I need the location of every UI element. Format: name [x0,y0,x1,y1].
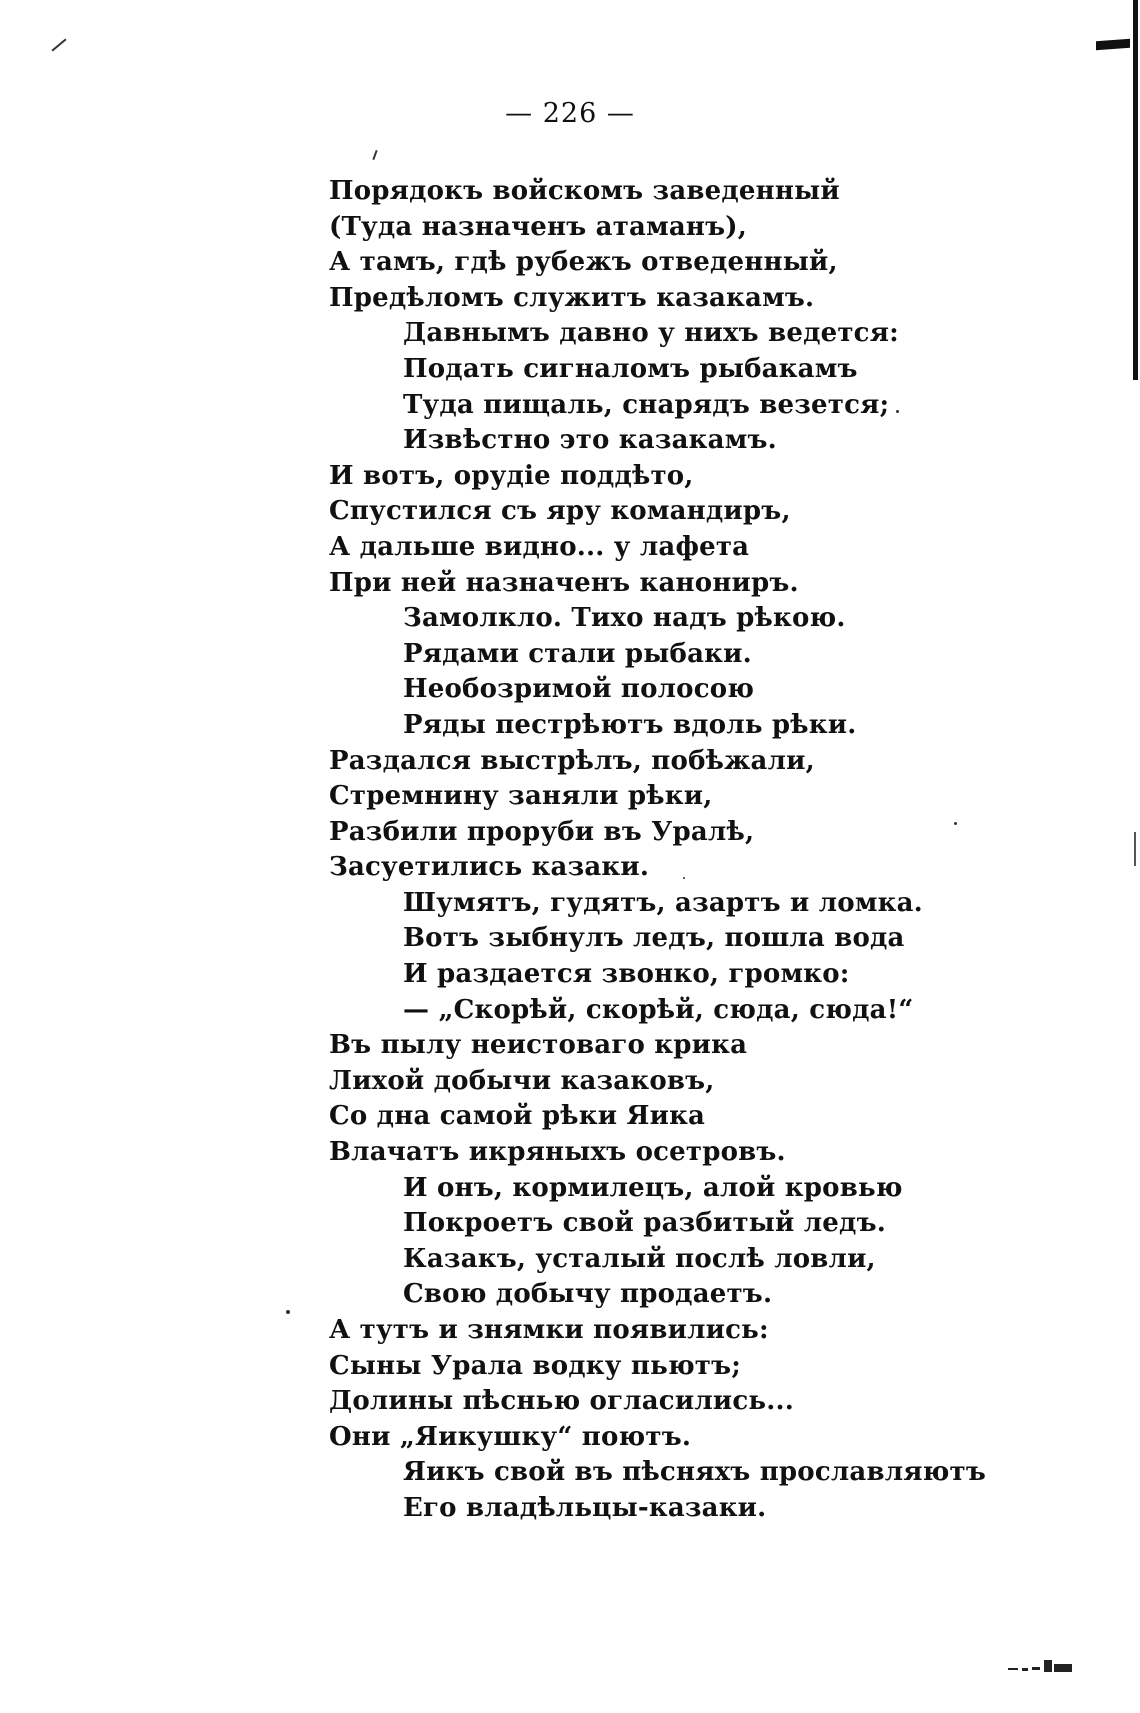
scan-speck [286,1310,290,1314]
poem-line: (Туда назначенъ атаманъ), [329,211,748,242]
scan-speck [372,150,377,160]
poem-line: Со дна самой рѣки Яика [329,1101,706,1132]
page-number: — 226 — [505,98,635,129]
poem-text [329,174,1089,1527]
poem-line: Ряды пестрѣютъ вдоль рѣки. [403,709,857,740]
poem-line: Лихой добычи казаковъ, [329,1065,715,1096]
poem-line: Раздался выстрѣлъ, побѣжали, [329,745,815,776]
poem-line: Его владѣльцы-казаки. [403,1492,767,1523]
poem-line: А тамъ, гдѣ рубежъ отведенный, [329,247,838,278]
poem-line: И раздается звонко, громко: [403,959,850,990]
poem-line: Казакъ, усталый послѣ ловли, [403,1243,876,1274]
poem-line: Разбили проруби въ Уралѣ, [329,816,755,847]
poem-line: Туда пищаль, снарядъ везется; [403,389,890,420]
poem-line: Засуетились казаки. [329,852,650,883]
poem-line: При ней назначенъ канониръ. [329,567,799,598]
poem-line: Долины пѣснью огласились... [329,1386,794,1417]
scan-smudge [1008,1664,1074,1674]
poem-line: А дальше видно... у лафета [329,531,750,562]
scan-edge-tick [1134,832,1136,866]
scan-edge-bar [1133,0,1138,380]
poem-line: Замолкло. Тихо надъ рѣкою. [403,603,846,634]
poem-line: — „Скорѣй, скорѣй, сюда, сюда!“ [403,994,914,1025]
poem-line: Подать сигналомъ рыбакамъ [403,353,858,384]
poem-line: Порядокъ войскомъ заведенный [329,176,840,206]
poem-line: Предѣломъ служитъ казакамъ. [329,282,815,313]
poem-line: Спустился съ яру командиръ, [329,496,791,527]
scan-edge-mark [1096,39,1130,50]
poem-line: Давнымъ давно у нихъ ведется: [403,318,899,349]
poem-line: Яикъ свой въ пѣсняхъ прославляютъ [403,1457,986,1488]
poem-line: Покроетъ свой разбитый ледъ. [403,1208,886,1239]
poem-line: А тутъ и знямки появились: [329,1315,769,1345]
poem-line: И вотъ, орудіе поддѣто, [329,460,694,491]
scan-mark [51,38,66,51]
poem-line: Необозримой полосою [403,674,755,705]
poem-line: Извѣстно это казакамъ. [403,425,777,456]
poem-line: Свою добычу продаетъ. [403,1279,773,1310]
poem-line: Вотъ зыбнулъ ледъ, пошла вода [403,923,905,954]
poem-line: Рядами стали рыбаки. [403,638,752,669]
poem-line: Сыны Урала водку пьютъ; [329,1350,742,1381]
poem-line: Стремнину заняли рѣки, [329,781,713,812]
poem-line: И онъ, кормилецъ, алой кровью [403,1172,903,1203]
poem-line: Въ пылу неистоваго крика [329,1030,748,1061]
poem-line: Они „Яикушку“ поютъ. [329,1421,692,1452]
poem-line: Влачатъ икряныхъ осетровъ. [329,1137,786,1168]
poem-line: Шумятъ, гудятъ, азартъ и ломка. [403,887,923,918]
